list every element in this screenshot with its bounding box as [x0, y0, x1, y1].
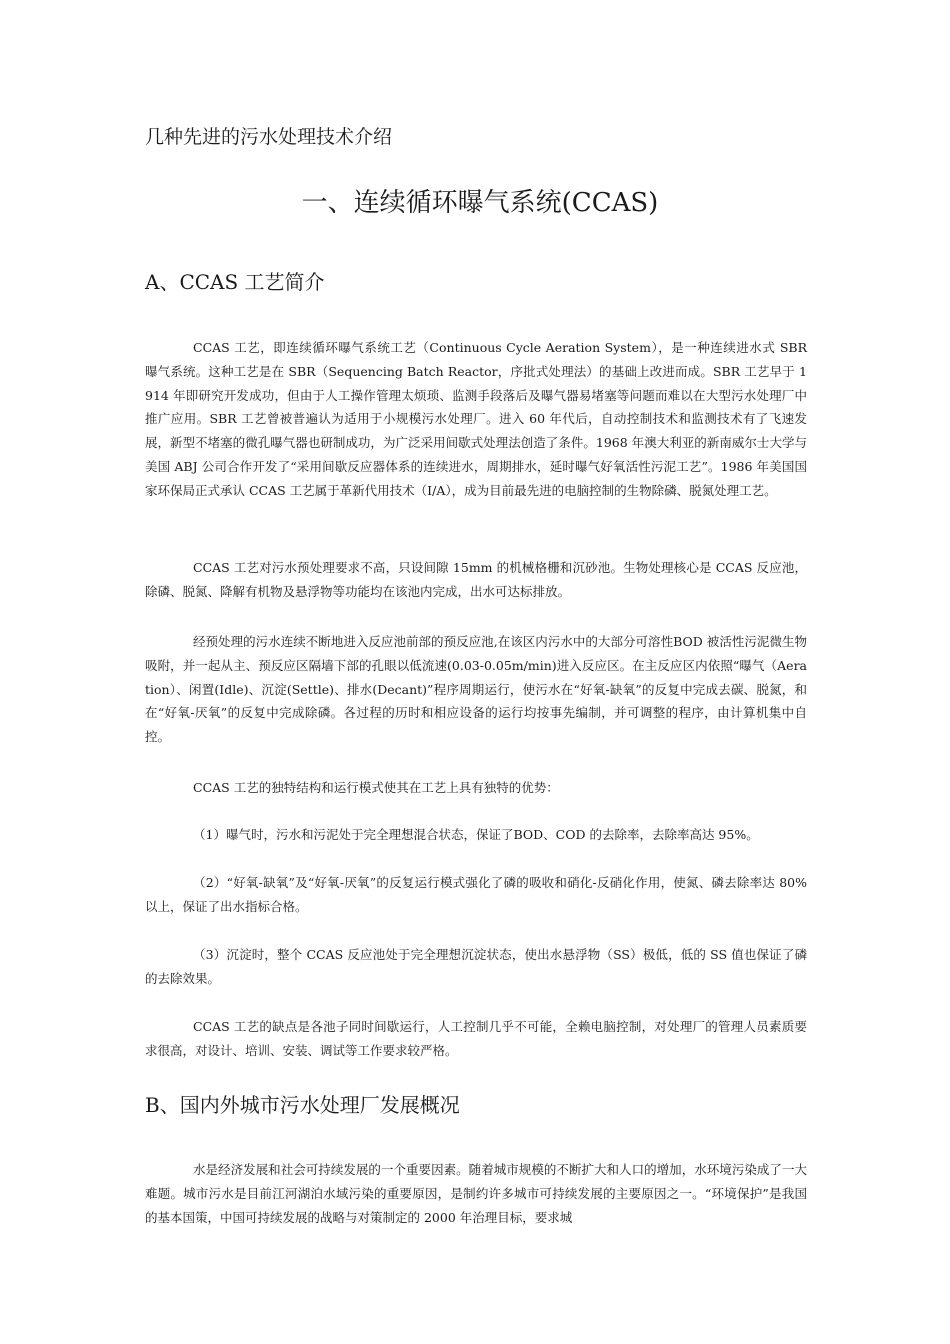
section-b-heading: B、国内外城市污水处理厂发展概况 — [145, 1093, 460, 1117]
section-a-paragraph-2: CCAS 工艺对污水预处理要求不高，只设间隙 15mm 的机械格栅和沉砂池。生物处理核心是 CCAS 反应池，除磷、脱氮、降解有机物及悬浮物等功能均在该池内完成，出水可达标排放。 — [145, 560, 807, 599]
section-a-paragraph-4: CCAS 工艺的独特结构和运行模式使其在工艺上具有独特的优势： — [193, 780, 559, 795]
document-title: 几种先进的污水处理技术介绍 — [145, 126, 393, 148]
section-a-advantage-2: （2）“好氧-缺氧”及“好氧-厌氧”的反复运行模式强化了磷的吸收和硝化-反硝化作用，使氮、磷去除率达 80%以上，保证了出水指标合格。 — [145, 875, 807, 914]
section-a-paragraph-5: CCAS 工艺的缺点是各池子同时间歇运行，人工控制几乎不可能，全赖电脑控制，对处理厂的管理人员素质要求很高，对设计、培训、安装、调试等工作要求较严格。 — [145, 1019, 807, 1058]
section-b-paragraph-1: 水是经济发展和社会可持续发展的一个重要因素。随着城市规模的不断扩大和人口的增加，水环境污染成了一大难题。城市污水是目前江河湖泊水域污染的重要原因，是制约许多城市可持续发展的主要原因之一。“环境保护”是我国的基本国策，中国可持续发展的战略与对策制定的 2000 年治理目标，要求城 — [145, 1162, 807, 1225]
chapter-heading: 一、连续循环曝气系统(CCAS) — [301, 188, 659, 218]
section-a-advantage-1: （1）曝气时，污水和污泥处于完全理想混合状态，保证了BOD、COD 的去除率，去除率高达 95%。 — [193, 827, 759, 842]
section-a-heading: A、CCAS 工艺简介 — [145, 270, 325, 294]
section-a-paragraph-3: 经预处理的污水连续不断地进入反应池前部的预反应池,在该区内污水中的大部分可溶性BOD 被活性污泥微生物吸附，并一起从主、预反应区隔墙下部的孔眼以低流速(0.03-0.05m/min)进入反应区。在主反应区内依照“曝气（Aeration）、闲置(Idle)、沉淀(Settle)、排水(Decant)”程序周期运行，使污水在“好氧-缺氧”的反复中完成去碳、脱氮，和在“好氧-厌氧”的反复中完成除磷。各过程的历时和相应设备的运行均按事先编制，并可调整的程序，由计算机集中自控。 — [145, 634, 807, 745]
section-a-paragraph-1: CCAS 工艺，即连续循环曝气系统工艺（Continuous Cycle Aeration System），是一种连续进水式 SBR 曝气系统。这种工艺是在 SBR（Sequencing Batch Reactor，序批式处理法）的基础上改进而成。SBR 工艺早于 1914 年即研究开发成功，但由于人工操作管理太烦琐、监测手段落后及曝气器易堵塞等问题而难以在大型污水处理厂中推广应用。SBR 工艺曾被普遍认为适用于小规模污水处理厂。进入 60 年代后，自动控制技术和监测技术有了飞速发展，新型不堵塞的微孔曝气器也研制成功，为广泛采用间歇式处理法创造了条件。1968 年澳大利亚的新南威尔士大学与美国 ABJ 公司合作开发了“采用间歇反应器体系的连续进水，周期排水，延时曝气好氧活性污泥工艺”。1986 年美国国家环保局正式承认 CCAS 工艺属于革新代用技术（I/A），成为目前最先进的电脑控制的生物除磷、脱氮处理工艺。 — [145, 340, 807, 498]
section-a-advantage-3: （3）沉淀时，整个 CCAS 反应池处于完全理想沉淀状态，使出水悬浮物（SS）极低，低的 SS 值也保证了磷的去除效果。 — [145, 947, 807, 986]
